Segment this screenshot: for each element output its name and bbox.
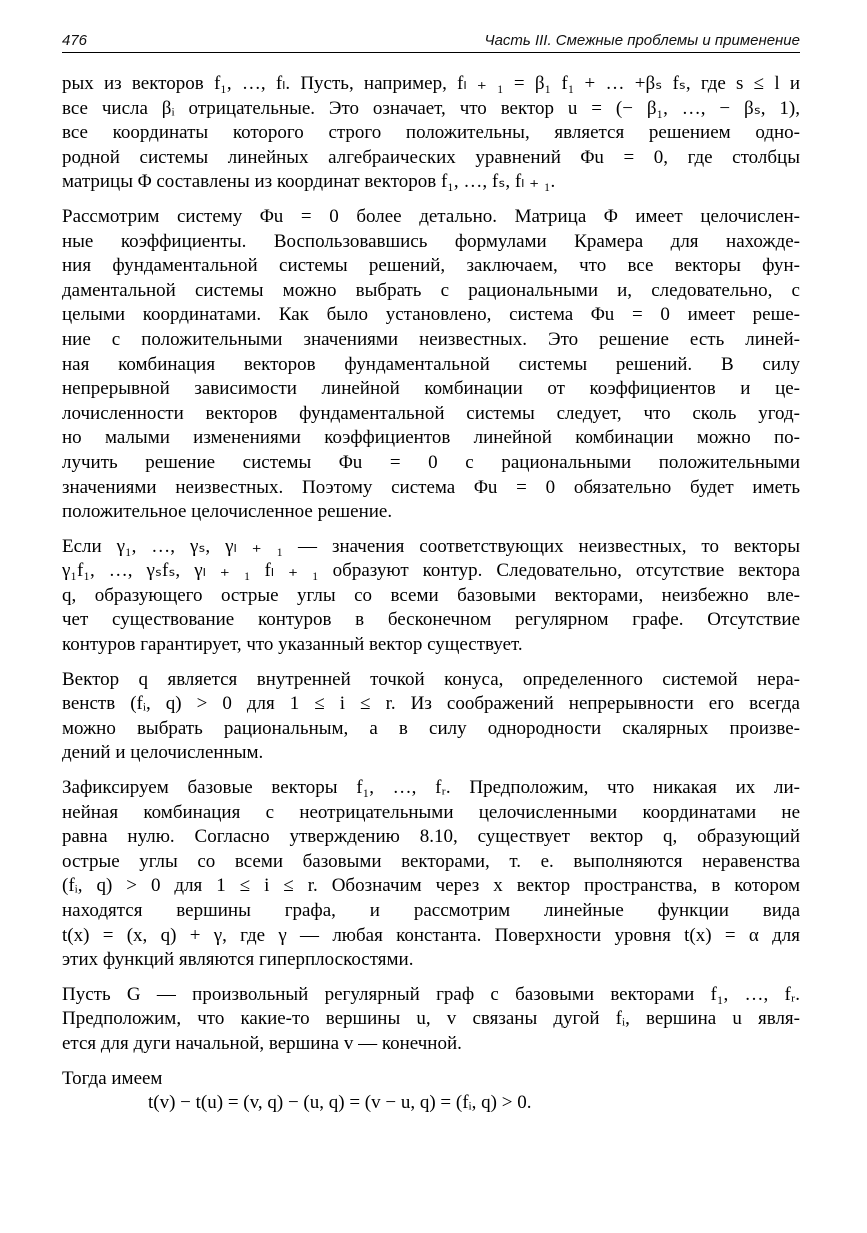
text-line: равна нулю. Согласно утверждению 8.10, существует вектор q, образующий xyxy=(62,826,800,848)
text-line: ная комбинация векторов фундаментальной системы решений. В силу xyxy=(62,353,800,375)
text-line: ние с положительными значениями неизвестных. Это решение есть линей- xyxy=(62,328,800,350)
running-title: Часть III. Смежные проблемы и применение xyxy=(484,32,800,49)
display-formula xyxy=(62,1091,800,1116)
text-line: контуров гарантирует, что указанный вектор существует. xyxy=(62,634,523,656)
text-line: Пусть G — произвольный регулярный граф с базовыми векторами f₁, …, fᵣ. xyxy=(62,983,800,1005)
paragraph xyxy=(62,535,800,658)
text-line: γ₁f₁, …, γₛfₛ, γₗ ₊ ₁ fₗ ₊ ₁ образуют контур. Следовательно, отсутствие вектора xyxy=(62,560,800,582)
text-line: значениями неизвестных. Поэтому система Φu = 0 обязательно будет иметь xyxy=(62,476,800,498)
text-line: ния фундаментальной системы решений, заключаем, что все векторы фун- xyxy=(62,255,800,277)
text-line: рых из векторов f₁, …, fₗ. Пусть, например, fₗ ₊ ₁ = β₁ f₁ + … +βₛ fₛ, где s ≤ l и xyxy=(62,73,800,94)
text-line: можно выбрать рациональным, а в силу однородности скалярных произве- xyxy=(62,717,800,739)
text-line: Зафиксируем базовые векторы f₁, …, fᵣ. Предположим, что никакая их ли- xyxy=(62,777,800,799)
paragraph xyxy=(62,72,800,195)
text-line: Тогда имеем xyxy=(62,1067,163,1089)
text-line: ется для дуги начальной, вершина v — конечной. xyxy=(62,1032,462,1054)
text-line: даментальной системы можно выбрать с рациональными и, следовательно, с xyxy=(62,279,800,301)
text-line: нейная комбинация с неотрицательными целочисленными координатами не xyxy=(62,801,800,823)
paragraph xyxy=(62,1067,800,1092)
paragraph xyxy=(62,205,800,525)
text-line: все числа βᵢ отрицательные. Это означает, что вектор u = (− β₁, …, − βₛ, 1), xyxy=(62,97,800,119)
text-line: лучить решение системы Φu = 0 с рациональными положительными xyxy=(62,451,800,473)
text-line: все координаты которого строго положительны, является решением одно- xyxy=(62,122,800,144)
text-line: целыми координатами. Как было установлено, система Φu = 0 имеет реше- xyxy=(62,304,800,326)
text-line: положительное целочисленное решение. xyxy=(62,501,393,523)
text-line: t(x) = (x, q) + γ, где γ — любая константа. Поверхности уровня t(x) = α для xyxy=(62,924,800,946)
paragraph xyxy=(62,983,800,1057)
text-line: (fᵢ, q) > 0 для 1 ≤ i ≤ r. Обозначим через x вектор пространства, в котором xyxy=(62,875,800,897)
text-line: лочисленности векторов фундаментальной системы следует, что сколь угод- xyxy=(62,402,800,424)
paragraph xyxy=(62,668,800,766)
text-line: находятся вершины графа, и рассмотрим линейные функции вида xyxy=(62,900,800,921)
text-line: q, образующего острые углы со всеми базовыми векторами, неизбежно вле- xyxy=(62,584,800,606)
text-line: чет существование контуров в бесконечном регулярном графе. Отсутствие xyxy=(62,609,800,631)
text-line: Если γ₁, …, γₛ, γₗ ₊ ₁ — значения соответствующих неизвестных, то векторы xyxy=(62,535,800,557)
text-line: родной системы линейных алгебраических уравнений Φu = 0, где столбцы xyxy=(62,146,800,168)
page-header xyxy=(62,30,800,52)
text-line: Предположим, что какие-то вершины u, v связаны дугой fᵢ, вершина u явля- xyxy=(62,1008,800,1030)
text-line: Рассмотрим систему Φu = 0 более детально. Матрица Φ имеет целочислен- xyxy=(62,205,800,227)
paragraph xyxy=(62,776,800,973)
text-line: матрицы Φ составлены из координат векторов f₁, …, fₛ, fₗ ₊ ₁. xyxy=(62,171,556,193)
text-line: дений и целочисленным. xyxy=(62,742,264,764)
text-line: этих функций являются гиперплоскостями. xyxy=(62,949,414,971)
text-line: Вектор q является внутренней точкой конуса, определенного системой нера- xyxy=(62,668,800,690)
page-number: 476 xyxy=(62,32,88,49)
text-line: венств (fᵢ, q) > 0 для 1 ≤ i ≤ r. Из соображений непрерывности его всегда xyxy=(62,693,800,715)
page-body xyxy=(62,72,800,1116)
text-line: ные коэффициенты. Воспользовавшись формулами Крамера для нахожде- xyxy=(62,230,800,252)
text-line: острые углы со всеми базовыми векторами, т. е. выполняются неравенства xyxy=(62,850,800,872)
text-line: но малыми изменениями коэффициентов линейной комбинации можно по- xyxy=(62,427,800,449)
formula-line: t(v) − t(u) = (v, q) − (u, q) = (v − u, q) = (fᵢ, q) > 0. xyxy=(148,1092,532,1114)
header-rule xyxy=(62,52,800,53)
text-line: непрерывной зависимости линейной комбинации от коэффициентов и це- xyxy=(62,378,800,400)
